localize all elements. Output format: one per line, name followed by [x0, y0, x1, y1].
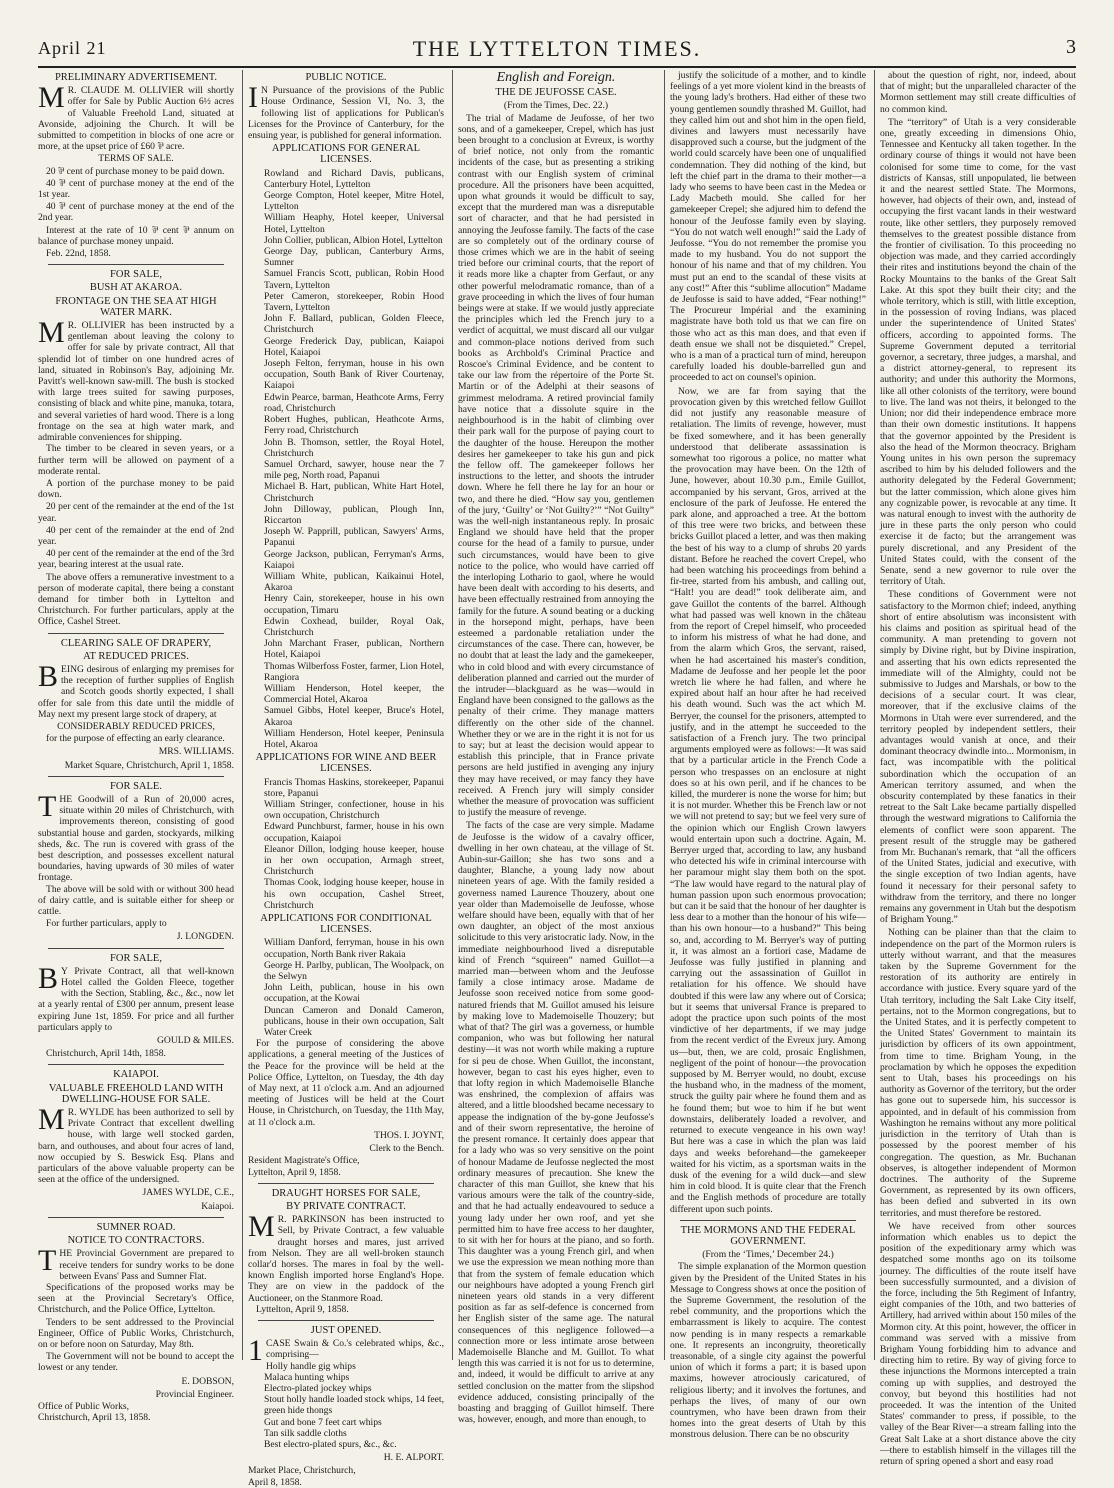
list-item: William White, publican, Kaikainui Hotel, Akaroa — [264, 570, 444, 594]
ad-paragraph: The timber to be cleared in seven years, or a further term will be allowed on payment of a moderate rental. — [38, 443, 234, 477]
article-paragraph: about the question of right, nor, indeed, about that of might; but the unparalleled character of the Mormon settlement may still create difficulties of no common kind. — [880, 70, 1076, 115]
ad-date: Market Place, Christchurch, — [248, 1465, 356, 1477]
list-item: William Heaphy, Hotel keeper, Universal Hotel, Lyttelton — [264, 212, 444, 235]
list-item: William Danford, ferryman, house in his own occupation, North Bank river Rakaia — [264, 937, 444, 960]
ad-body: R. OLLIVIER has been instructed by a gentleman about leaving the colony to offer for sale by private contract, All that splendid lot of timber on one hundred acres of land, situated in Robinson's Bay, adjoining Mr. Pavitt's well-known saw-mill. The bush is stocked with large trees suited for sawing purposes, consisting of black and white pine, manuka, totara, and several varieties of hard wood. There is a long frontage on the sea at high water mark, and admirable conveniences for shipping. — [38, 320, 234, 444]
article-source: (From the ‘Times,’ December 24.) — [702, 1249, 834, 1261]
article-title: THE DE JEUFOSSE CASE. — [495, 87, 617, 99]
list-item: Gut and bone 7 feet cart whips — [264, 1416, 382, 1428]
ad-signature: H. E. ALPORT. — [383, 1452, 444, 1464]
ad-heading: NOTICE TO CONTRACTORS. — [67, 1235, 205, 1247]
drop-cap: B — [38, 659, 59, 693]
list-item: Thomas Wilberfoss Foster, farmer, Lion Hotel, Rangiora — [264, 660, 444, 683]
list-item: George Day, publican, Canterbury Arms, Sumner — [264, 246, 444, 269]
drop-cap: T — [38, 1244, 57, 1278]
columns — [38, 70, 1076, 1488]
column-rule — [242, 70, 243, 1360]
column-3 — [458, 70, 654, 1426]
wine-licenses-list — [248, 777, 444, 911]
list-item: John Leith, publican, house in his own occupation, at the Kowai — [264, 982, 444, 1005]
list-item: Edwin Pearce, barman, Heathcote Arms, Ferry road, Christchurch — [264, 391, 444, 414]
ad-heading: FOR SALE, — [110, 952, 162, 964]
whips-list — [248, 1361, 444, 1451]
ad-date: Lyttelton, April 9, 1858. — [256, 1303, 349, 1315]
list-item: Electro-plated jockey whips — [264, 1382, 372, 1394]
ad-subheading: APPLICATIONS FOR CONDITIONAL LICENSES. — [260, 913, 432, 936]
ad-golden-fleece — [38, 953, 234, 1060]
list-item: Eleanor Dillon, lodging house keeper, house in her own occupation, Armagh street, Christchurch — [264, 843, 444, 878]
separator — [258, 1320, 434, 1321]
ad-heading: SUMNER ROAD. — [96, 1221, 176, 1233]
ad-paragraph: The above offers a remunerative investment to a person of moderate capital, there being a constant demand for timber both in Lyttelton and Christchurch. For further particulars, apply at the Office, Cashel Street. — [38, 571, 234, 628]
ad-date: Christchurch, April 14th, 1858. — [46, 1048, 166, 1060]
column-5 — [880, 70, 1076, 1467]
ad-term: Interest at the rate of 10 ⅌ cent ⅌ annum on balance of purchase money unpaid. — [38, 224, 234, 247]
separator — [48, 948, 224, 949]
separator — [48, 633, 224, 634]
ad-paragraph: The Government will not be bound to accept the lowest or any tender. — [38, 1351, 234, 1374]
column-rule — [874, 70, 875, 1360]
list-item: Robert Hughes, publican, Heathcote Arms, Ferry road, Christchurch — [264, 414, 444, 437]
list-item: George Frederick Day, publican, Kaiapoi Hotel, Kaiapoi — [264, 335, 444, 358]
ad-preliminary — [38, 72, 234, 259]
list-item: Tan silk saddle cloths — [264, 1427, 347, 1439]
article-paragraph: We have received from other sources information which enables us to depict the position of the expeditionary army which was despatched some months ago on its toilsome journey. The difficulties of the route itself have been successfully surmounted, and a division of the force, including the 5th Regiment of Infantry, eight companies of the 10th, and two batteries of Artillery, had arrived within about 150 miles of the Mormon city. At this point, however, the officer in command was served with a missive from Brigham Young forbidding him to advance and directing him to retire. By way of giving force to these injunctions the Mormons intercepted a train coming up with supplies, and destroyed the convoy, but beyond this hostilities had not proceeded. It was the intention of the United States' commander to press, if possible, to the valley of the Bear River—a stream falling into the Great Salt Lake at a short distance above the city—there to establish himself in the villages till the return of spring opened a short and easy road — [880, 1220, 1076, 1467]
ad-emphasis: CONSIDERABLY REDUCED PRICES, — [57, 720, 215, 732]
ad-draught-horses — [248, 1188, 444, 1315]
ad-date: Office of Public Works, — [38, 1400, 130, 1412]
list-item: Thomas Cook, lodging house keeper, house in his own occupation, Cashel Street, Christchurch — [264, 877, 444, 911]
ad-signature: JAMES WYLDE, C.E., — [142, 1187, 234, 1199]
ad-signature-place: Kaiapoi. — [201, 1200, 234, 1212]
ad-body: EING desirous of enlarging my premises for the reception of further supplies of English and Scotch goods shortly expected, I shall offer for sale from this date until the middle of May next my present large stock of drapery, at — [38, 663, 234, 720]
list-item: Joseph Felton, ferryman, house in his own occupation, South Bank of River Courtenay, Kaiapoi — [264, 358, 444, 392]
list-item: Samuel Orchard, sawyer, house near the 7 mile peg, North road, Papanui — [264, 458, 444, 482]
ad-term: 40 ⅌ cent of purchase money at the end of the 1st year. — [38, 177, 234, 201]
list-item: Francis Thomas Haskins, storekeeper, Papanui store, Papanui — [264, 776, 444, 799]
ad-signature: MRS. WILLIAMS. — [158, 746, 234, 758]
column-2 — [248, 70, 444, 1488]
separator — [48, 1217, 224, 1218]
ad-paragraph: For further particulars, apply to — [46, 918, 167, 930]
ad-paragraph: Tenders to be sent addressed to the Provincial Engineer, Office of Public Works, Christchurch, on or before noon on Saturday, May 8th. — [38, 1316, 234, 1350]
ad-subheading: APPLICATIONS FOR GENERAL LICENSES. — [271, 143, 421, 166]
ad-date: Market Square, Christchurch, April 1, 1858. — [64, 759, 234, 771]
ad-heading: JUST OPENED. — [310, 1324, 382, 1336]
separator — [48, 776, 224, 777]
ad-signature: J. LONGDEN. — [176, 931, 234, 943]
ad-heading: BUSH AT AKAROA. — [89, 282, 183, 294]
list-item: John B. Thomson, settler, the Royal Hotel, Christchurch — [264, 436, 444, 459]
ad-date: Feb. 22nd, 1858. — [46, 248, 111, 260]
ad-paragraph: 40 per cent of the remainder at the end of 2nd year. — [38, 524, 234, 547]
ad-paragraph: The above will be sold with or without 300 head of dairy cattle, and is suitable either for sheep or cattle. — [38, 883, 234, 918]
ad-bush-akaroa — [38, 269, 234, 627]
ad-heading: FOR SALE, — [110, 269, 162, 281]
ad-drapery — [38, 638, 234, 771]
ad-body: HE Provincial Government are prepared to receive tenders for sundry works to be done between Evans' Pass and Sumner Flat. — [59, 1248, 234, 1282]
list-item: Best electro-plated spurs, &c., &c. — [264, 1438, 397, 1450]
ad-paragraph: Specifications of the proposed works may be seen at the Provincial Secretary's Office, Christchurch, and the Police Office, Lyttelton. — [38, 1281, 234, 1316]
article-paragraph: These conditions of Government were not satisfactory to the Mormon chief; indeed, anything short of entire absolutism was inconsistent with his claims and position as spiritual head of the community. A man pretending to govern not simply by Divine right, but by Divine inspiration, and asserting that his own edicts represented the immediate will of the Almighty, could not be submissive to Judges and Marshals, or bow to the decisions of a secular court. It was clear, moreover, that if the exclusive claims of the Mormons in Utah were ever surrendered, and the territory peopled by independent settlers, their advantages would vanish at once, and their dominant theocracy dwindle into... Mormonism, in fact, was incompatible with the political subordination which the occupation of an American territory assumed, and when the obscurity contemplated by these fanatics in their retreat to the Salt Lake became partially dispelled through the westward migrations to California the elements of conflict were soon apparent. The present result of the struggle may be gathered from Mr. Buchanan's remark, that “all the officers of the United States, judicial and executive, with the single exception of two Indian agents, have found it necessary for their personal safety to withdraw from the territory, and there no longer remains any government in Utah but the despotism of Brigham Young.” — [880, 589, 1076, 926]
article-source: (From the Times, Dec. 22.) — [503, 100, 609, 112]
ad-run-sale — [38, 781, 234, 943]
ad-date: April 8, 1858. — [248, 1476, 302, 1488]
drop-cap: B — [38, 961, 59, 995]
drop-cap: M — [38, 81, 65, 115]
ad-kaiapoi — [38, 1069, 234, 1211]
list-item: Duncan Cameron and Donald Cameron, publicans, house in their own occupation, Salt Water Creek — [264, 1004, 444, 1039]
column-1 — [38, 70, 234, 1424]
column-rule — [452, 70, 453, 1360]
ad-date: Lyttelton, April 9, 1858. — [248, 1166, 341, 1178]
article-paragraph: The simple explanation of the Mormon question given by the President of the United States in his Message to Congress shows at once the position of the Supreme Government, the resolution of the rebel community, and the proportions which the embarrassment is likely to acquire. The contest now pending is in many respects a remarkable one. It represents an incongruity, theoretically treasonable, of a single city against the powerful union of which it forms a part; it is based upon maxims, however atrociously caricatured, of religious liberty; and it involves the fortunes, and perhaps the lives, of many of our own countrymen, who have been drawn from their homes into the great deserts of Utah by this monstrous delusion. There can be no obscurity — [670, 1261, 866, 1441]
separator — [680, 1220, 856, 1221]
ad-subheading: APPLICATIONS FOR WINE AND BEER LICENSES. — [255, 752, 437, 775]
ad-paragraph: for the purpose of effecting an early clearance. — [46, 733, 225, 745]
ad-date: Christchurch, April 13, 1858. — [38, 1412, 151, 1424]
list-item: John Marchant Fraser, publican, Northern Hotel, Kaiapoi — [264, 638, 444, 661]
list-item: John F. Ballard, publican, Golden Fleece, Christchurch — [264, 313, 444, 336]
ad-term: 40 ⅌ cent of purchase money at the end of the 2nd year. — [38, 201, 234, 224]
list-item: William Henderson, Hotel keeper, Peninsula Hotel, Akaroa — [264, 727, 444, 750]
list-item: Rowland and Richard Davis, publicans, Canterbury Hotel, Lyttelton — [264, 167, 444, 190]
ad-term: 20 ⅌ cent of purchase money to be paid down. — [46, 165, 225, 177]
ad-heading: DRAUGHT HORSES FOR SALE, — [271, 1187, 421, 1199]
list-item: Stout holly handle loaded stock whips, 14 feet, green hide thongs — [264, 1394, 444, 1417]
ad-heading: FOR SALE. — [110, 780, 162, 792]
list-item: Joseph W. Papprill, publican, Sawyers' Arms, Papanui — [264, 526, 444, 549]
ad-signature: GOULD & MILES. — [156, 1035, 234, 1047]
ad-sumner-road — [38, 1222, 234, 1423]
ad-body: R. WYLDE has been authorized to sell by Private Contract that excellent dwelling house, with large well stocked garden, barn, and outhouses, and about four acres of land, now occupied by S. Beswick Esq. Plans and particulars of the above valuable property can be seen at the office of the undersigned. — [38, 1107, 234, 1186]
masthead — [38, 36, 1076, 68]
list-item: William Stringer, confectioner, house in his own occupation, Christchurch — [264, 799, 444, 822]
article-paragraph: Now, we are far from saying that the provocation given by this wretched fellow Guillot did not justify any reasonable measure of retaliation. The limits of revenge, however, must be fixed somewhere, and it has been generally understood that deliberate assassination is somewhat too rigorous a police, no matter what the provocation may have been. On the 12th of June, however, about 10.30 p.m., Emile Guillot, accompanied by his servant, Gros, arrived at the enclosure of the park of Jeufosse. He entered the park alone, and approached a tree. At the bottom of this tree were two bricks, and between these bricks Guillot placed a letter, and was then making the best of his way to a clump of shrubs 20 yards distant. Before he reached the covert Crepel, who had been watching his proceedings from behind a fir-tree, started from his ambush, and calling out, “Halt! you are dead!” took deliberate aim, and gave Guillot the contents of the barrel. Although what had passed was well known in the château from the report of Crepel himself, who proceeded to inform his mistress of what he had done, and from the alarm which Gros, the servant, raised, when he had ascertained his master's condition, Madame de Jeufosse and her people let the poor wretch lie where he had fallen, and where he expired about half an hour after he had received his death wound. Such was the act which M. Berryer, the counsel for the prisoners, attempted to justify, and in the attempt he succeeded to the satisfaction of a French jury. The two principal arguments employed were as follows:—It was said that by a particular article in the French Code a person who trespasses on an enclosure at night does so at his own peril, and if he chances to be killed, the murderer is none the worse for him; but it is not murder. Whether this be French law or not we will not pretend to say; but we feel very sure of the opinion which our English Crown lawyers would entertain upon such a doctrine. Again, M. Berryer urged that, according to law, any husband who detected his wife in criminal intercourse with her paramour might slay them both on the spot. “The law would have regard to the natural play of human passion upon such enormous provocation; but can it be said that the honour of her daughter is less dear to a mother than the honour of his wife—than his own honour—to a husband?” This being so, and, according to M. Berryer's way of putting it, it was almost an a fortiori case, Madame de Jeufosse was fully justified in planning and carrying out the assassination of Guillot in retaliation for his offence. We should have doubted if this were law any where out of Corsica; but it seems that universal France is prepared to adopt the practice upon such points of the most vindictive of her departments, if we may judge from the recent verdict of the Evreux jury. Among us—but, then, we are cold, prosaic Englishmen, negligent of the point of honour—the provocation supposed by M. Berryer would, no doubt, excuse the husband who, in the madness of the moment, struck the guilty pair where he found them and as he found them; but woe to him if he but went downstairs, deliberately loaded a revolver, and returned to execute vengeance in his own way! But here was a case in which the plan was laid days and weeks beforehand—the gamekeeper waited for his victim, as a sportsman waits in the dusk of the evening for a wild duck—and slew him in cold blood. It is quite clear that the French and the English methods of procedure are totally different upon such points. — [670, 385, 866, 1215]
article-paragraph: The facts of the case are very simple. Madame de Jeufosse is the widow of a cavalry officer, dwelling in her own chateau, at the village of St. Aubin-sur-Gaillon; she has two sons and a daughter, Blanche, a young lady now about nineteen years of age. With the family resided a governess named Laurence Thouzery, about one year older than Mademoiselle de Jeufosse, whose welfare should have been, equally with that of her own daughter, an object of the most anxious solicitude to this very aristocratic lady. Now, in the immediate neighbourhood lived a disreputable kind of French “squireen” named Guillot—a married man—between whom and the Jeufosse family a close intimacy arose. Madame de Jeufosse soon received notice from some good-natured friends that M. Guillot amused his leisure by making love to Mademoiselle Thouzery; but what of that? The girl was a governess, or humble companion, who was but following her natural destiny—it was not worth while making a rupture for si peu de chose. When Guillot, the inconstant, however, began to cast his eyes higher, even to that lofty region in which Mademoiselle Blanche was enshrined, the complexion of affairs was altered, and a little bloodshed became necessary to appease the indignation of the by-gone Jeufosse's and of their sworn representative, the heroine of the present romance. It certainly does appear that for a lady who was so very sensitive on the point of honour Madame de Jeufosse neglected the most ordinary measures of precaution. She knew the character of this man Guillot, she knew that his various amours were the talk of the country-side, and that he had actually endeavoured to seduce a young lady under her own roof, and yet she permitted him to have free access to her daughter, to sit with her for hours at the piano, and so forth. This daughter was a young French girl, and when we use the expression we mean nothing more than that from the system of female education which our neighbours have adopted a young French girl nineteen years old stands in a very different position as far as self-defence is concerned from her English sister of the same age. The natural consequences of this negligence followed—a connection more or less intimate arose between Mademoiselle Blanche and M. Guillot. To what length this was carried it is not for us to determine, and, indeed, it would be difficult to arrive at any settled conclusion on the matter from the slipshod evidence adduced, consisting principally of the boasting and bragging of Guillot himself. There was, however, enough, and more than enough, to — [458, 820, 654, 1426]
ad-public-notice — [248, 72, 444, 1178]
list-item: Samuel Gibbs, Hotel keeper, Bruce's Hotel, Akaroa — [264, 705, 444, 728]
ad-body: HE Goodwill of a Run of 20,000 acres, situate within 20 miles of Christchurch, with improvements thereon, consisting of good substantial house and garden, stockyards, milking sheds, &c. The run is covered with grass of the best description, and possesses excellent natural boundaries, having upwards of 30 miles of water frontage. — [38, 793, 234, 884]
drop-cap: 1 — [248, 1334, 263, 1368]
article-paragraph: The “territory” of Utah is a very considerable one, greatly exceeding in dimensions Ohio, Tennessee and Kentucky all taken together. In the ordinary course of things it would not have been colonised for some time to come, for the vast districts of Kansas, still unpopulated, lie between it and the nearest settled State. The Mormons, however, had objects of their own, and, instead of occupying the first vacant lands in their westward route, like other settlers, they purposely removed themselves to the greatest possible distance from the frontier of civilisation. To this proceeding no objection was made, and they carried accordingly their rites and institutions beyond the chain of the Rocky Mountains to the banks of the Great Salt Lake. At this spot they built their city; and the whole territory, which is still, with little exception, in the possession of roving Indians, was placed under the superintendence of United States' officers, according to appointed forms. The Supreme Government deputed a territorial governor, a secretary, three judges, a marshal, and a district attorney-general, to represent its authority; and under this authority the Mormons, like all other colonists of the territory, were bound to live. The land was not theirs, it belonged to the Union; nor did their independence embrace more than their own domestic institutions. It happens that the governor appointed by the President is also the head of the Mormon theocracy. Brigham Young unites in his own person the supremacy ascribed to him by his deluded followers and the authority delegated by the Federal Government; but the latter commission, which alone gives him any cognizable power, is revocable at any time. It was natural enough to invest with the authority de jure in these parts the only person who could exercise it de facto; but the arrangement was purely discretional, and any President of the United States could, with the consent of the Senate, send a new governor to rule over the territory of Utah. — [880, 116, 1076, 588]
drop-cap: M — [38, 316, 65, 350]
ad-heading: PUBLIC NOTICE. — [305, 72, 387, 83]
article-paragraph: The trial of Madame de Jeufosse, of her two sons, and of a gamekeeper, Crepel, which has just been brought to a conclusion at Evreux, is worthy of brief notice, not only from the romantic incidents of the case, but as presenting a striking contrast with our English system of criminal procedure. All the prisoners have been acquitted, upon what grounds it would be difficult to say, except that the murdered man was a disreputable sort of character, and that he had persisted in annoying the Jeufosse family. The facts of the case are so completely out of the ordinary course of those crimes which we are in the habit of seeing tried before our criminal courts, that the report of it reads more like a chapter from Gerfaut, or any other powerful melodramatic romance, than of a grave proceeding in which the lives of four human beings were at stake. If we would justly appreciate the principles which led the French jury to a verdict of acquittal, we must discard all our vulgar and common-place notions derived from such books as Archbold's Criminal Practice and Roscoe's Criminal Evidence, and be content to take our law from the répertoire of the Porte St. Martin or of the Adelphi at their seasons of grimmest melodrama. A retired provincial family have notice that a dissolute squire in the neighbourhood is in the habit of climbing over their park wall for the purpose of paying court to the daughter of the house. Hereupon the mother desires her gamekeeper to take his gun and pick the fellow off. The gamekeeper follows her instructions to the letter, and shoots the intruder down. Where he fell there he lay for an hour or two, and there he died. “How say you, gentlemen of the jury, ‘Guilty’ or ‘Not Guilty?’” “Not Guilty” was the well-nigh instantaneous reply. In prosaic England we should have held that the proper course for the head of a family to pursue, under such circumstances, would have been to give notice to the police, who would have carried off the interloping Lothario to gaol, where he would have been dealt with according to his deserts, and have been effectually restrained from annoying the family for the future. A sound beating or a ducking in the horsepond might, perhaps, have been esteemed a pardonable retaliation under the circumstances of the case. There can, however, be no doubt that at least the lady and the gamekeeper, who in cold blood and with every circumstance of deliberation planned and carried out the murder of the intruder—blackguard as he was—would in England have been consigned to the gallows as the penalty of their crime. They manage matters differently on the other side of the channel. Whether they or we are in the right it is not for us to say; but at least the decision would appear to establish this principle, that in France private persons are held justified in avenging any injury they may have received, or may fancy they have received. A French jury will simply consider whether the measure of provocation was sufficient to justify the measure of revenge. — [458, 112, 654, 819]
list-item: George H. Parlby, publican, The Woolpack, on the Selwyn — [264, 959, 444, 983]
section-heading: English and Foreign. — [496, 70, 616, 85]
list-item: Edwin Coxhead, builder, Royal Oak, Christchurch — [264, 615, 444, 638]
list-item: George Compton, Hotel keeper, Mitre Hotel, Lyttelton — [264, 190, 444, 213]
list-item: Michael B. Hart, publican, White Hart Hotel, Christchurch — [264, 481, 444, 504]
general-licenses-list — [248, 168, 444, 751]
ad-signature: E. DOBSON, — [181, 1375, 234, 1387]
ad-paragraph: A portion of the purchase money to be paid down. — [38, 477, 234, 501]
separator — [48, 264, 224, 265]
list-item: Samuel Francis Scott, publican, Robin Hood Tavern, Lyttelton — [264, 268, 444, 291]
newspaper-title: THE LYTTELTON TIMES. — [412, 36, 702, 61]
ad-paragraph: For the purpose of considering the above applications, a general meeting of the Justices of the Peace for the province will be held at the Police Office, Lyttelton, on Tuesday, the 4th day of May next, at 11 o'clock a.m. And an adjourned meeting of Justices will be held at the Court House, in Christchurch, on Tuesday, the 11th May, at 11 o'clock a.m. — [248, 1038, 444, 1128]
ad-body: N Pursuance of the provisions of the Public House Ordinance, Session VI, No. 3, the following list of applications for Publican's Licenses for the Province of Canterbury, for the ensuing year, is published for general information. — [248, 85, 444, 142]
ad-heading: AT REDUCED PRICES. — [83, 650, 189, 662]
article-paragraph: Nothing can be plainer than that the claim to independence on the part of the Mormon rulers is utterly without warrant, and that the measures taken by the Supreme Government for the restoration of its authority are entirely in accordance with justice. Every square yard of the Utah territory, including the Salt Lake City itself, pertains, not to the Mormon congregations, but to the United States, and it is perfectly competent to the United States' Government to maintain its jurisdiction by officers of its own appointment, from time to time. Brigham Young, in the proclamation by which he opposes the expedition sent to Utah, bases his proceedings on his authority as Governor of the territory, but the order has gone out to supersede him, his successor is appointed, and in default of his commission from Washington he remains without any more political jurisdiction in the territory of Utah than is possessed by the poorest member of his congregation. The question, as Mr. Buchanan observes, is altogether independent of Mormon doctrines. The authority of the Supreme Government, as represented by its own officers, has been defied and subverted in its own territories, and must therefore be restored. — [880, 927, 1076, 1219]
page-number: 3 — [1066, 36, 1076, 58]
ad-signature-title: Clerk to the Bench. — [369, 1143, 444, 1155]
ad-heading: BY PRIVATE CONTRACT. — [286, 1200, 406, 1212]
list-item: Holly handle gig whips — [266, 1360, 356, 1372]
list-item: Edward Punchburst, farmer, house in his own occupation, Kaiapoi — [264, 821, 444, 844]
ad-heading: FRONTAGE ON THE SEA AT HIGH WATER MARK. — [55, 295, 217, 318]
ad-body: Y Private Contract, all that well-known Hotel called the Golden Fleece, together with the Section, Stabling, &c., &c., now let at a yearly rental of £300 per annum, present lease expiring June 1st, 1859. For price and all further particulars apply to — [38, 965, 234, 1033]
article-title: THE MORMONS AND THE FEDERAL GOVERNMENT. — [680, 1224, 856, 1247]
drop-cap: I — [248, 81, 258, 115]
ad-date: Resident Magistrate's Office, — [248, 1155, 360, 1167]
conditional-licenses-list — [248, 937, 444, 1038]
ad-body: CASE Swain & Co.'s celebrated whips, &c., comprising— — [266, 1338, 444, 1361]
drop-cap: T — [38, 789, 57, 823]
ad-heading: KAIAPOI. — [113, 1069, 159, 1081]
list-item: Peter Cameron, storekeeper, Robin Hood Tavern, Lyttelton — [264, 290, 444, 314]
separator — [48, 1064, 224, 1065]
ad-paragraph: 40 per cent of the remainder at the end of the 3rd year, bearing interest at the usual rate. — [38, 548, 234, 571]
drop-cap: M — [38, 1103, 65, 1137]
ad-signature-title: Provincial Engineer. — [155, 1388, 234, 1400]
ad-subheading: TERMS OF SALE. — [98, 153, 174, 165]
ad-heading: PRELIMINARY ADVERTISEMENT. — [54, 72, 218, 83]
list-item: Henry Cain, storekeeper, house in his own occupation, Timaru — [264, 593, 444, 616]
drop-cap: M — [248, 1210, 275, 1244]
ad-just-opened — [248, 1325, 444, 1488]
ad-body: R. CLAUDE M. OLLIVIER will shortly offer for Sale by Public Auction 6½ acres of Valuable Freehold Land, situated at Avonside, adjoining the Church. It will be submitted to competition in blocks of one acre or more, at the upset price of £60 ⅌ acre. — [38, 85, 234, 153]
list-item: Malaca hunting whips — [264, 1371, 350, 1383]
column-4 — [670, 70, 866, 1441]
issue-date: April 21 — [38, 38, 107, 58]
ad-paragraph: 20 per cent of the remainder at the end of the 1st year. — [38, 501, 234, 524]
ad-heading: CLEARING SALE OF DRAPERY, — [60, 637, 212, 649]
article-paragraph: justify the solicitude of a mother, and to kindle feelings of a yet more violent kind in the breasts of the young lady's brothers. Had either of these two young gentlemen soundly thrashed M. Guillot, had they called him out and shot him in the open field, divines and lawyers must necessarily have disapproved such a course, but the judgment of the world could scarcely have been one of unqualified condemnation. They did nothing of the kind, but left the chief part in the drama to their mother—a lady who seems to have been cast in the Medea or Lady Macbeth mould. She called for her gamekeeper Crepel; she adjured him to defend the honour of the Jeufosse family even by slaying. “You do not watch well enough!” said the Lady of Jeufosse. “You do not remember the promise you made to my husband. You do not support the honour of his name and that of my children. You must put an end to the scandal of these visits at any cost!” After this “sublime allocution” Madame de Jeufosse is said to have added, “Fear nothing!” The Procureur Impérial and the examining magistrate have both told us that we can fire on those who act as this man does, and that even if death ensue we shall not be disquieted.” Crepel, who is a man of a practical turn of mind, hereupon carefully loaded his double-barrelled gun and proceeded to act on counsel's opinion. — [670, 70, 866, 384]
list-item: John Dilloway, publican, Plough Inn, Riccarton — [264, 503, 444, 526]
ad-body: R. PARKINSON has been instructed to Sell, by Private Contract, a few valuable draught horses and mares, just arrived from Nelson. They are all well-broken staunch collar'd horses. The mares in foal by the well-known English imported horse England's Hope. They are on view in the paddock of the Auctioneer, on the Stanmore Road. — [248, 1214, 444, 1304]
ad-heading: VALUABLE FREEHOLD LAND WITH DWELLING-HOUSE FOR SALE. — [48, 1082, 224, 1105]
ad-signature: THOS. I. JOYNT, — [374, 1129, 444, 1141]
list-item: George Jackson, publican, Ferryman's Arms, Kaiapoi — [264, 548, 444, 571]
separator — [258, 1183, 434, 1184]
list-item: William Henderson, Hotel keeper, the Commercial Hotel, Akaroa — [264, 682, 444, 706]
list-item: John Collier, publican, Albion Hotel, Lyttelton — [264, 234, 443, 246]
column-rule — [664, 70, 665, 1360]
